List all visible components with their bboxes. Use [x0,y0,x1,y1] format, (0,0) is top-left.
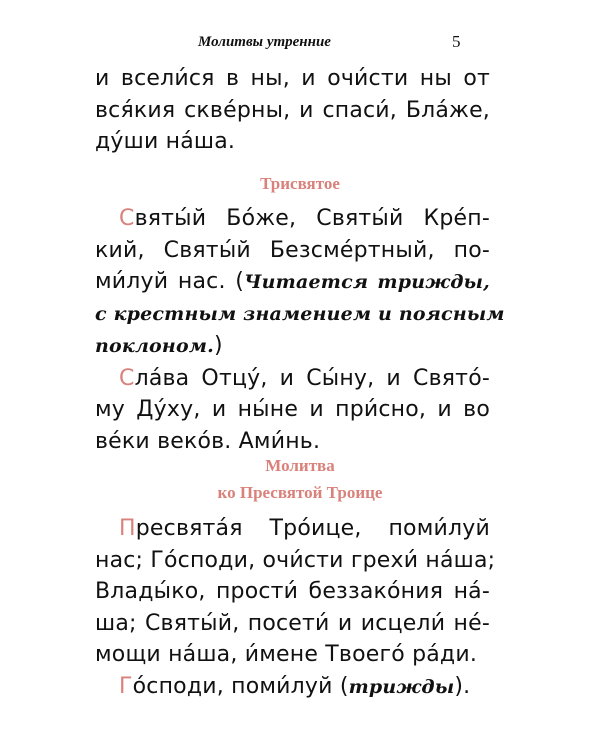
trinity-line: Влады́ко, прости́ беззако́ния на́- [95,579,490,604]
page-number: 5 [452,32,461,51]
kyrie-line [95,671,490,704]
intro-line: вся́кия скве́рны, и спаси́, Бла́же, [95,97,490,123]
line-text: ) [213,333,223,358]
trisagion-paragraph [95,203,505,457]
section-heading-molitva: Молитва [265,456,335,475]
trinity-line: нас; Го́споди, очи́сти грехи́ на́ша; [95,547,496,573]
drop-letter: С [119,365,135,391]
intro-paragraph [95,63,490,158]
trisagion-line [95,266,490,299]
line-text: о́споди, поми́луй ( [132,673,349,699]
trisagion-line: кий, Святы́й Безсме́ртный, по- [95,237,490,263]
line-text: ресвята́я Тро́ице, поми́луй [135,516,490,541]
section-heading-trinity: ко Пресвятой Троице [217,483,383,502]
drop-letter: С [119,206,135,231]
drop-letter: Г [119,673,133,699]
line-text: ми́луй нас. ( [95,269,245,294]
intro-line: ду́ши на́ша. [95,129,236,154]
rubric-text: трижды [348,675,455,698]
rubric-text: Читается трижды, [244,271,490,293]
rubric-line: с крестным знамением и поясным [95,302,505,325]
gloria-line: ве́ки веко́в. Ами́нь. [95,428,321,454]
trinity-paragraph [95,513,496,703]
line-text: вяты́й Бо́же, Святы́й Кре́п- [134,206,490,231]
trisagion-line [95,203,490,235]
line-text: ла́ва Отцу́, и Сы́ну, и Свято́- [134,365,490,391]
running-head [0,34,600,54]
running-title: Молитвы утренние [198,34,331,50]
line-text: ). [454,673,471,699]
trinity-line: ша; Святы́й, посети́ и исцели́ не́- [95,610,490,636]
gloria-line: му Ду́ху, и ны́не и при́сно, и во [95,397,490,422]
section-heading-trisagion: Трисвятое [260,174,340,193]
drop-letter: П [119,516,136,541]
rubric-text: поклоном. [95,335,214,357]
gloria-line [95,363,490,395]
intro-line: и всели́ся в ны, и очи́сти ны от [95,66,490,91]
trinity-line [95,513,490,545]
trinity-line: мощи на́ша, и́мене Твоего́ ра́ди. [95,642,478,667]
trisagion-line [95,330,490,363]
